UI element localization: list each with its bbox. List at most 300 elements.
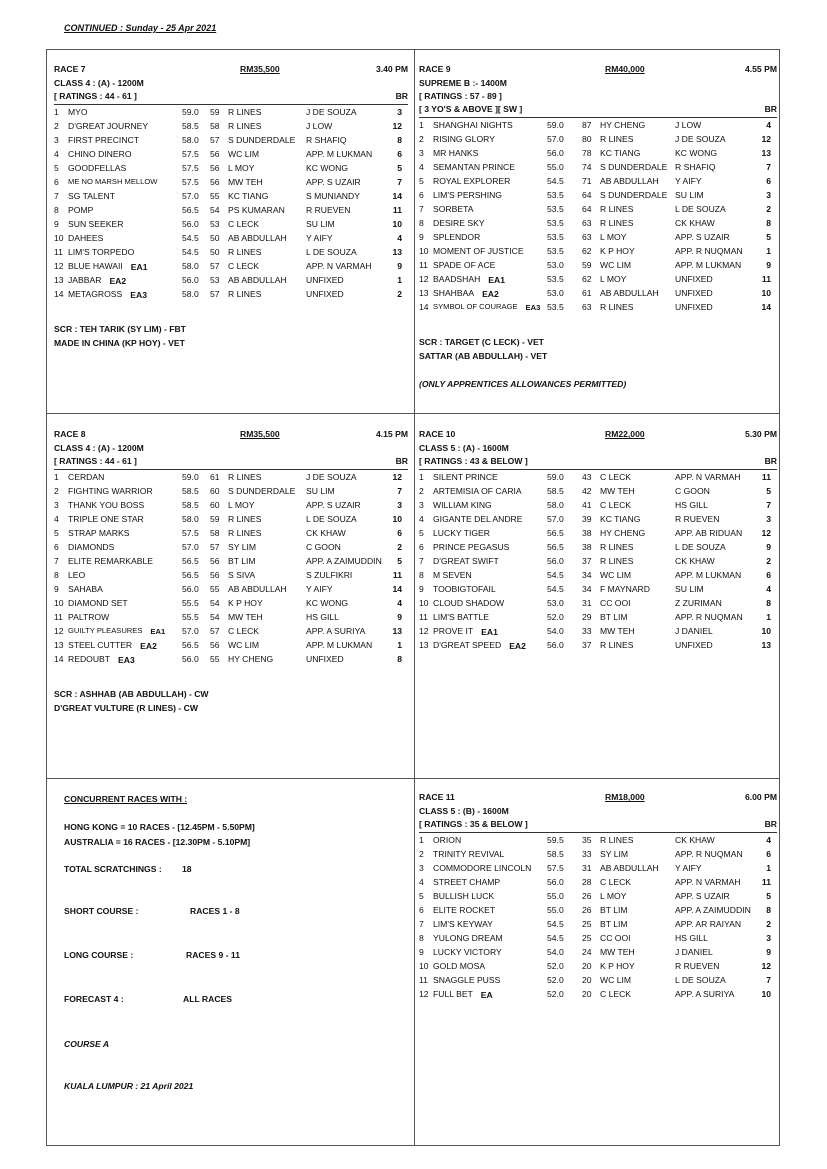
runner-row	[54, 106, 408, 120]
trainer: L MOY	[600, 891, 627, 901]
runner-number: 3	[54, 135, 59, 145]
horse-name: CLOUD SHADOW	[433, 598, 505, 608]
rating: 64	[582, 190, 592, 200]
barrier-draw: 7	[397, 486, 402, 496]
runner-number: 9	[419, 947, 424, 957]
jockey: APP. A ZAIMUDDIN	[306, 556, 382, 566]
runner-row	[54, 471, 408, 485]
weight: 52.0	[547, 612, 564, 622]
jockey: APP. S UZAIR	[306, 500, 361, 510]
total-scratchings-value: 18	[182, 864, 192, 874]
jockey: UNFIXED	[306, 654, 344, 664]
weight: 56.5	[182, 205, 199, 215]
emergency-acceptor: EA2	[482, 289, 499, 299]
rating: 20	[582, 961, 592, 971]
horse-name: REDOUBT EA3	[68, 654, 135, 665]
horse-name: BLUE HAWAII EA1	[68, 261, 148, 272]
jockey: APP. A SURIYA	[675, 989, 735, 999]
barrier-draw: 1	[766, 612, 771, 622]
weight: 56.0	[182, 275, 199, 285]
race-time: 4.15 PM	[375, 429, 408, 439]
horse-name: YULONG DREAM	[433, 933, 503, 943]
rating: 62	[582, 246, 592, 256]
runner-number: 10	[419, 961, 429, 971]
runner-row	[419, 946, 777, 960]
trainer: R LINES	[600, 556, 634, 566]
jockey: CK KHAW	[675, 218, 715, 228]
runner-number: 3	[54, 500, 59, 510]
jockey: APP. R NUQMAN	[675, 612, 743, 622]
trainer: R LINES	[228, 107, 262, 117]
horse-name: ORION	[433, 835, 462, 845]
barrier-draw: 11	[392, 570, 402, 580]
rating: 24	[582, 947, 592, 957]
horse-name: FULL BET EA	[433, 989, 493, 1000]
barrier-draw: 5	[766, 486, 771, 496]
weight: 58.0	[182, 289, 199, 299]
horse-name: COMMODORE LINCOLN	[433, 863, 532, 873]
horse-name: DESIRE SKY	[433, 218, 485, 228]
weight: 55.5	[182, 612, 199, 622]
weight: 53.5	[547, 190, 564, 200]
rating: 54	[210, 205, 220, 215]
jockey: CK KHAW	[675, 835, 715, 845]
emergency-acceptor: EA3	[118, 655, 135, 665]
trainer: R LINES	[228, 472, 262, 482]
horse-name: DAHEES	[68, 233, 104, 243]
horse-name: CERDAN	[68, 472, 105, 482]
trainer: L MOY	[600, 274, 627, 284]
barrier-draw: 7	[397, 177, 402, 187]
trainer: HY CHENG	[600, 528, 646, 538]
horse-name: SHANGHAI NIGHTS	[433, 120, 513, 130]
barrier-draw: 4	[397, 598, 402, 608]
trainer: C LECK	[228, 261, 260, 271]
trainer: WC LIM	[600, 975, 632, 985]
horse-name: LUCKY VICTORY	[433, 947, 502, 957]
runner-row	[54, 527, 408, 541]
jockey: J DANIEL	[675, 626, 713, 636]
runner-number: 2	[419, 849, 424, 859]
rating: 59	[210, 107, 220, 117]
barrier-draw: 3	[397, 500, 402, 510]
race-title: RACE 7	[54, 64, 86, 74]
weight: 53.5	[547, 232, 564, 242]
runner-row	[419, 625, 777, 639]
runner-row	[419, 862, 777, 876]
rating: 25	[582, 933, 592, 943]
horse-name: TRIPLE ONE STAR	[68, 514, 144, 524]
trainer: R LINES	[600, 134, 634, 144]
weight: 54.0	[547, 626, 564, 636]
jockey: J LOW	[675, 120, 702, 130]
trainer: KC TIANG	[600, 514, 641, 524]
runner-number: 9	[54, 584, 59, 594]
horse-name: SUN SEEKER	[68, 219, 124, 229]
runner-row	[54, 246, 408, 260]
jockey: J LOW	[306, 121, 333, 131]
rating: 33	[582, 626, 592, 636]
jockey: UNFIXED	[675, 288, 713, 298]
weight: 54.5	[547, 584, 564, 594]
runner-row	[54, 485, 408, 499]
runner-row	[419, 918, 777, 932]
rating: 64	[582, 204, 592, 214]
ratings-bar	[54, 91, 408, 105]
weight: 57.5	[182, 163, 199, 173]
weight: 56.5	[182, 640, 199, 650]
rating: 62	[582, 274, 592, 284]
rating: 34	[582, 570, 592, 580]
trainer: CC OOI	[600, 933, 631, 943]
emergency-acceptor: EA1	[130, 262, 148, 272]
trainer: S SIVA	[228, 570, 256, 580]
barrier-draw: 8	[397, 135, 402, 145]
weight: 52.0	[547, 989, 564, 999]
runner-number: 5	[419, 891, 424, 901]
runner-number: 10	[54, 598, 64, 608]
horse-name: LIM'S KEYWAY	[433, 919, 493, 929]
horse-name: SG TALENT	[68, 191, 115, 201]
horse-name: STRAP MARKS	[68, 528, 130, 538]
weight: 57.5	[182, 149, 199, 159]
rating: 33	[582, 849, 592, 859]
runner-number: 4	[419, 162, 424, 172]
barrier-draw: 6	[397, 528, 402, 538]
barrier-draw: 3	[397, 107, 402, 117]
barrier-draw: 2	[397, 289, 402, 299]
jockey: J DE SOUZA	[306, 472, 357, 482]
horse-name: D'GREAT JOURNEY	[68, 121, 149, 131]
runner-row	[419, 988, 777, 1002]
race-header	[54, 429, 408, 443]
barrier-draw: 11	[761, 274, 771, 284]
runner-number: 12	[419, 274, 429, 284]
trainer: K P HOY	[600, 961, 635, 971]
barrier-draw: 9	[397, 612, 402, 622]
runner-row	[54, 176, 408, 190]
rating: 78	[582, 148, 592, 158]
rating: 43	[582, 472, 592, 482]
rating: 60	[210, 486, 220, 496]
emergency-acceptor: EA3	[525, 303, 541, 312]
trainer: R LINES	[228, 121, 262, 131]
horse-name: STEEL CUTTER EA2	[68, 640, 157, 651]
jockey: SU LIM	[306, 219, 335, 229]
rating: 37	[582, 640, 592, 650]
weight: 58.0	[182, 135, 199, 145]
runner-row	[54, 274, 408, 288]
ratings-bar	[419, 104, 777, 118]
rating: 25	[582, 919, 592, 929]
rating: 50	[210, 233, 220, 243]
horse-name: BAADSHAH EA1	[433, 274, 505, 285]
weight: 58.5	[182, 500, 199, 510]
rating: 55	[210, 584, 220, 594]
horse-name: ELITE ROCKET	[433, 905, 496, 915]
horse-name: STREET CHAMP	[433, 877, 501, 887]
trainer: R LINES	[228, 528, 262, 538]
trainer: WC LIM	[228, 149, 260, 159]
jockey: L DE SOUZA	[675, 204, 726, 214]
trainer: PS KUMARAN	[228, 205, 285, 215]
jockey: HS GILL	[306, 612, 339, 622]
runner-number: 6	[419, 190, 424, 200]
scratching: SATTAR (AB ABDULLAH) - VET	[419, 351, 548, 361]
rating: 20	[582, 989, 592, 999]
trainer: MW TEH	[228, 612, 263, 622]
horse-name: M SEVEN	[433, 570, 472, 580]
jockey: L DE SOUZA	[675, 542, 726, 552]
race-title: RACE 8	[54, 429, 86, 439]
emergency-acceptor: EA1	[488, 275, 505, 285]
barrier-draw: 5	[397, 556, 402, 566]
runner-number: 13	[54, 275, 64, 285]
trainer: R LINES	[228, 514, 262, 524]
scratching: SCR : ASHHAB (AB ABDULLAH) - CW	[54, 689, 209, 699]
runner-row	[419, 287, 777, 301]
runner-row	[419, 513, 777, 527]
horse-name: SAHABA	[68, 584, 103, 594]
runner-row	[419, 471, 777, 485]
runner-number: 14	[54, 654, 64, 664]
barrier-draw: 12	[761, 528, 771, 538]
runner-number: 10	[419, 598, 429, 608]
runner-row	[419, 161, 777, 175]
runner-row	[54, 569, 408, 583]
race-header	[419, 792, 777, 806]
barrier-draw: 2	[397, 542, 402, 552]
horse-name: ME NO MARSH MELLOW	[68, 177, 158, 186]
runner-row	[419, 890, 777, 904]
trainer: R LINES	[600, 204, 634, 214]
jockey: Y AIFY	[675, 176, 702, 186]
jockey: APP. R NUQMAN	[675, 849, 743, 859]
rating: 57	[210, 135, 220, 145]
emergency-acceptor: EA1	[481, 627, 498, 637]
jockey: R SHAFIQ	[306, 135, 347, 145]
runner-number: 2	[54, 121, 59, 131]
horse-name: DIAMONDS	[68, 542, 115, 552]
jockey: HS GILL	[675, 933, 708, 943]
ratings-range: [ RATINGS : 44 - 61 ]	[54, 456, 137, 466]
trainer: S DUNDERDALE	[600, 190, 668, 200]
jockey: Z ZURIMAN	[675, 598, 722, 608]
trainer: R LINES	[228, 289, 262, 299]
weight: 54.5	[547, 176, 564, 186]
weight: 55.5	[182, 598, 199, 608]
runner-row	[419, 189, 777, 203]
trainer: C LECK	[228, 626, 260, 636]
race-class: CLASS 4 : (A) - 1200M	[54, 78, 144, 88]
trainer: S DUNDERDALE	[600, 162, 668, 172]
runner-number: 14	[54, 289, 64, 299]
barrier-draw: 8	[766, 218, 771, 228]
race-title: RACE 11	[419, 792, 455, 802]
runner-number: 12	[419, 989, 429, 999]
runner-row	[54, 541, 408, 555]
jockey: C GOON	[675, 486, 710, 496]
runner-number: 6	[54, 177, 59, 187]
trainer: AB ABDULLAH	[600, 288, 659, 298]
runner-number: 5	[54, 163, 59, 173]
jockey: APP. A SURIYA	[306, 626, 366, 636]
rating: 53	[210, 219, 220, 229]
ratings-range: [ RATINGS : 35 & BELOW ]	[419, 819, 528, 829]
rating: 57	[210, 542, 220, 552]
weight: 57.0	[182, 191, 199, 201]
runner-number: 1	[54, 472, 59, 482]
weight: 52.0	[547, 961, 564, 971]
weight: 57.0	[547, 134, 564, 144]
horse-name: MOMENT OF JUSTICE	[433, 246, 524, 256]
runner-row	[419, 597, 777, 611]
horse-name: GUILTY PLEASURES EA1	[68, 626, 166, 636]
barrier-draw: 3	[766, 190, 771, 200]
barrier-draw: 6	[766, 570, 771, 580]
rating: 57	[210, 289, 220, 299]
weight: 56.5	[182, 570, 199, 580]
rating: 53	[210, 275, 220, 285]
weight: 54.5	[547, 919, 564, 929]
rating: 63	[582, 302, 592, 312]
race-prize: RM22,000	[605, 429, 645, 439]
ratings-bar	[419, 819, 777, 833]
jockey: C GOON	[306, 542, 341, 552]
runner-number: 2	[419, 486, 424, 496]
ratings-range: [ RATINGS : 43 & BELOW ]	[419, 456, 528, 466]
weight: 56.5	[547, 542, 564, 552]
weight: 53.0	[547, 598, 564, 608]
trainer: K P HOY	[228, 598, 263, 608]
runner-number: 2	[419, 134, 424, 144]
runner-number: 4	[419, 877, 424, 887]
trainer: R LINES	[600, 302, 634, 312]
barrier-draw: 8	[766, 905, 771, 915]
runner-row	[419, 527, 777, 541]
barrier-draw: 3	[766, 933, 771, 943]
trainer: MW TEH	[228, 177, 263, 187]
jockey: APP. R NUQMAN	[675, 246, 743, 256]
barrier-draw: 11	[761, 472, 771, 482]
runner-row	[54, 232, 408, 246]
jockey: APP. N VARMAH	[675, 877, 741, 887]
horse-name: TRINITY REVIVAL	[433, 849, 505, 859]
runner-row	[419, 273, 777, 287]
trainer: KC TIANG	[600, 148, 641, 158]
weight: 58.0	[182, 261, 199, 271]
runner-number: 1	[419, 835, 424, 845]
horse-name: SPLENDOR	[433, 232, 481, 242]
rating: 80	[582, 134, 592, 144]
rating: 26	[582, 905, 592, 915]
weight: 58.5	[547, 486, 564, 496]
australia-line: AUSTRALIA = 16 RACES - [12.30PM - 5.10PM]	[64, 837, 251, 847]
runner-row	[54, 204, 408, 218]
weight: 56.0	[547, 556, 564, 566]
trainer: WC LIM	[600, 570, 632, 580]
barrier-draw: 3	[766, 514, 771, 524]
weight: 57.5	[547, 863, 564, 873]
horse-name: ROYAL EXPLORER	[433, 176, 511, 186]
scratching: MADE IN CHINA (KP HOY) - VET	[54, 338, 185, 348]
runner-row	[419, 259, 777, 273]
runner-row	[419, 133, 777, 147]
runner-number: 4	[419, 514, 424, 524]
row-divider-2	[46, 778, 780, 779]
runner-number: 13	[419, 288, 429, 298]
weight: 57.0	[182, 626, 199, 636]
weight: 59.0	[182, 472, 199, 482]
trainer: R LINES	[600, 542, 634, 552]
horse-name: BULLISH LUCK	[433, 891, 495, 901]
rating: 63	[582, 218, 592, 228]
runner-number: 7	[419, 919, 424, 929]
jockey: APP. N VARMAH	[306, 261, 372, 271]
barrier-draw: 4	[766, 584, 771, 594]
horse-name: ELITE REMARKABLE	[68, 556, 154, 566]
weight: 56.5	[182, 556, 199, 566]
barrier-draw: 11	[761, 877, 771, 887]
runner-number: 8	[419, 570, 424, 580]
barrier-draw: 2	[766, 204, 771, 214]
race-class: CLASS 5 : (B) - 1600M	[419, 806, 509, 816]
jockey: R SHAFIQ	[675, 162, 716, 172]
weight: 56.0	[182, 584, 199, 594]
horse-name: LIM'S BATTLE	[433, 612, 489, 622]
jockey: KC WONG	[306, 598, 349, 608]
runner-number: 8	[419, 933, 424, 943]
horse-name: RISING GLORY	[433, 134, 495, 144]
weight: 53.0	[547, 288, 564, 298]
runner-row	[419, 848, 777, 862]
rating: 26	[582, 891, 592, 901]
jockey: UNFIXED	[675, 274, 713, 284]
barrier-draw: 9	[766, 947, 771, 957]
runner-number: 11	[419, 975, 428, 985]
rating: 29	[582, 612, 592, 622]
runner-row	[54, 513, 408, 527]
rating: 39	[582, 514, 592, 524]
trainer: C LECK	[600, 989, 632, 999]
weight: 53.5	[547, 204, 564, 214]
runner-number: 6	[419, 542, 424, 552]
barrier-draw: 13	[392, 247, 402, 257]
race-prize: RM40,000	[605, 64, 645, 74]
trainer: WC LIM	[228, 640, 260, 650]
runner-number: 8	[54, 570, 59, 580]
barrier-draw: 8	[397, 654, 402, 664]
rating: 28	[582, 877, 592, 887]
horse-name: DIAMOND SET	[68, 598, 128, 608]
horse-name: SEMANTAN PRINCE	[433, 162, 515, 172]
runner-row	[54, 260, 408, 274]
runner-number: 10	[419, 246, 429, 256]
runner-number: 11	[419, 260, 428, 270]
rating: 50	[210, 247, 220, 257]
runner-number: 4	[54, 514, 59, 524]
barrier-header: BR	[764, 819, 777, 829]
forecast-value: ALL RACES	[183, 994, 233, 1004]
weight: 53.5	[547, 218, 564, 228]
horse-name: METAGROSS EA3	[68, 289, 147, 300]
jockey: R RUEVEN	[675, 514, 720, 524]
race-panel-8	[54, 429, 408, 717]
weight: 59.0	[182, 107, 199, 117]
horse-name: SILENT PRINCE	[433, 472, 498, 482]
rating: 56	[210, 177, 220, 187]
rating: 58	[210, 121, 220, 131]
